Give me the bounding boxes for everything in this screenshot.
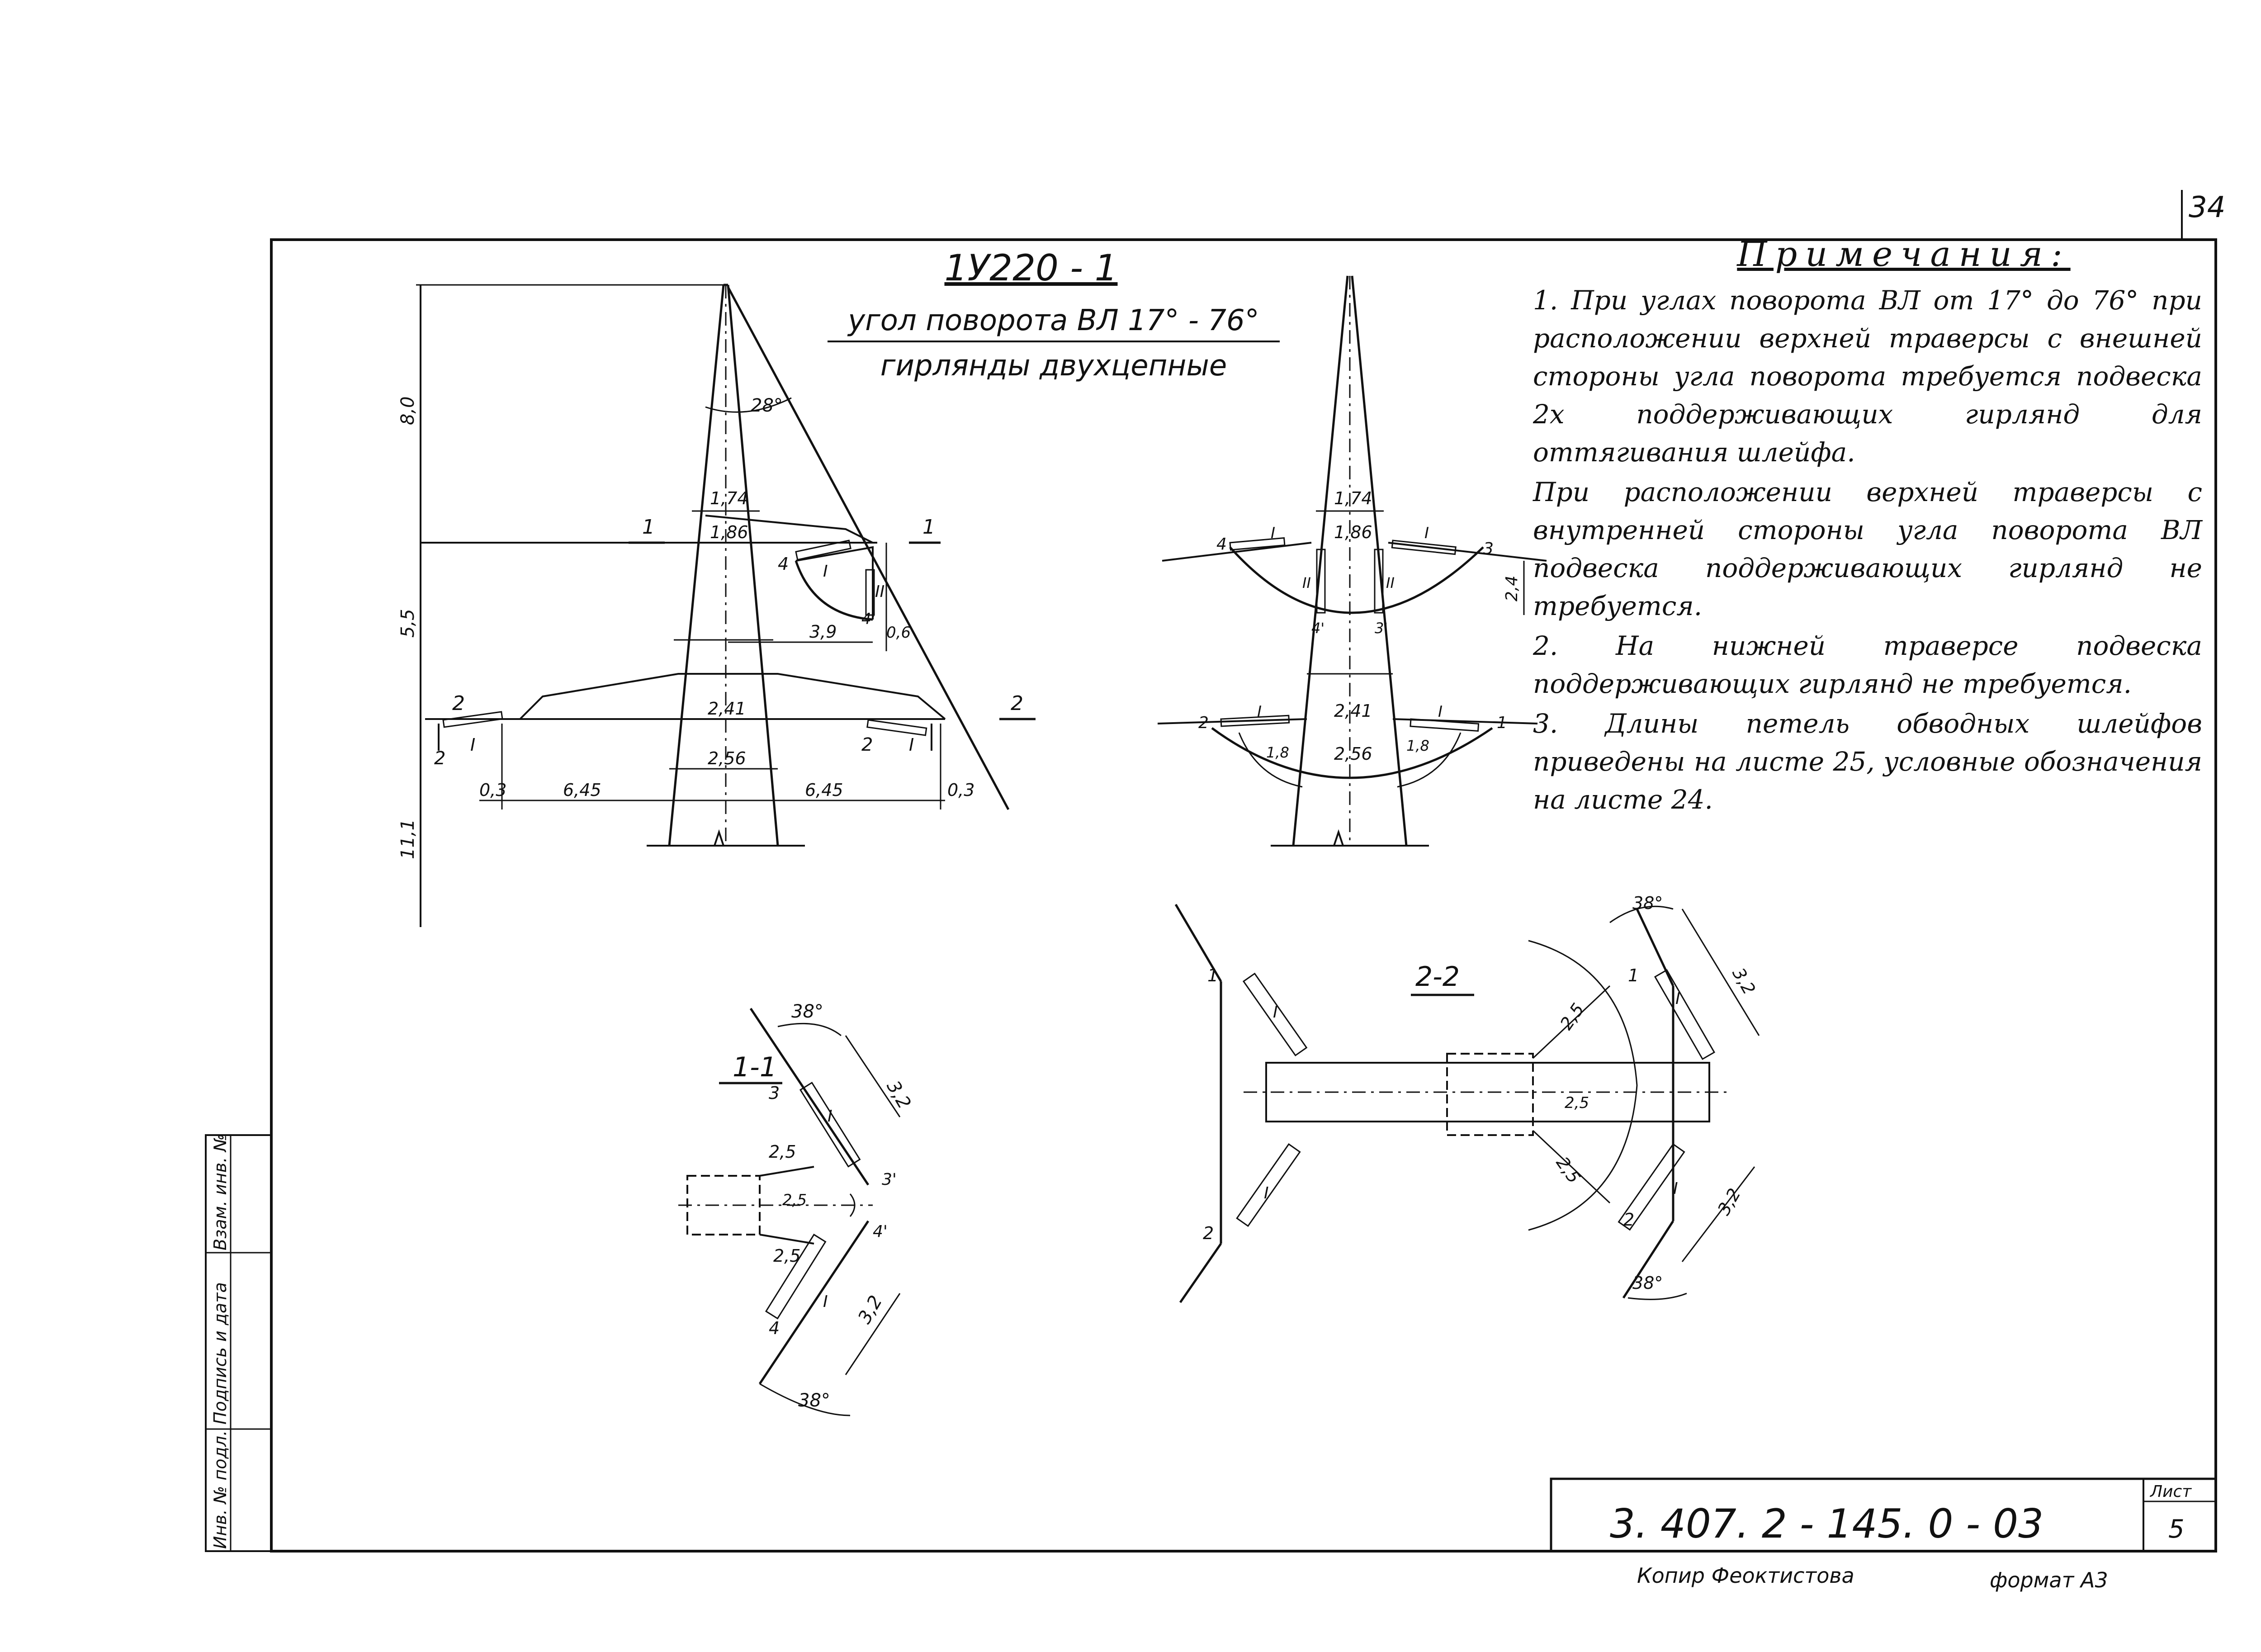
front-base-width: 2,56 <box>1334 744 1372 764</box>
s11-dim-2-5a: 2,5 <box>769 1142 796 1162</box>
s11-dim-3-2b: 3,2 <box>854 1292 887 1327</box>
side-label-2b: 2 <box>861 734 873 755</box>
s22-dim-3-2a: 3,2 <box>1728 964 1760 998</box>
s22-label-1a: 1 <box>1207 966 1219 985</box>
s11-dim-2-5c: 2,5 <box>773 1246 801 1266</box>
s11-angle-bottom: 38° <box>798 1390 830 1411</box>
side-dim-0-6: 0,6 <box>886 624 911 642</box>
footer-copied-by: Копир Феоктистова <box>1637 1563 1854 1588</box>
s11-label-3p: 3' <box>882 1170 897 1189</box>
section-mark-2a: 2 <box>452 692 465 715</box>
s22-angle-top: 38° <box>1632 893 1663 913</box>
front-label-Ib: I <box>1424 524 1429 542</box>
s11-label-3: 3 <box>769 1083 780 1103</box>
front-label-Ic: I <box>1257 703 1262 721</box>
s22-label-2a: 2 <box>1203 1223 1214 1243</box>
side-dim-11-1: 11,1 <box>397 819 418 859</box>
stamp-podpis-data: Подпись и дата <box>210 1282 230 1425</box>
note-item-2: 2. На нижней траверсе подвеска поддерживающих гирлянд не требуется. <box>1533 630 2202 699</box>
note-item-3: 3. Длины петель обводных шлейфов приведены на листе 25, условные обозначения на листе 24. <box>1533 708 2202 815</box>
s22-label-1b: 1 <box>1628 966 1639 985</box>
side-angle-label: 28° <box>751 395 783 416</box>
front-label-Ia: I <box>1271 524 1276 542</box>
drawing-subtitle: угол поворота ВЛ 17° - 76° <box>848 304 1259 337</box>
s22-angle-bottom: 38° <box>1632 1273 1663 1293</box>
section-mark-1a: 1 <box>642 516 655 539</box>
s22-dim-3-2b: 3,2 <box>1713 1185 1745 1219</box>
sheet-number: 5 <box>2168 1515 2185 1544</box>
title-block <box>1551 1479 2216 1551</box>
side-stamp <box>206 1134 271 1551</box>
side-dim-5-5: 5,5 <box>397 609 418 638</box>
side-dim-8-0: 8,0 <box>397 396 418 425</box>
notes-heading: Примечания: <box>1737 234 2071 274</box>
s22-dim-2-5c: 2,5 <box>1552 1153 1585 1187</box>
s22-label-2b: 2 <box>1623 1210 1635 1230</box>
side-base-width: 2,56 <box>708 748 746 768</box>
s22-label-Ib: I <box>1264 1184 1269 1202</box>
side-dim-0-3b: 0,3 <box>947 780 975 800</box>
s11-label-4: 4 <box>769 1318 780 1338</box>
front-mid-width: 1,86 <box>1334 522 1372 542</box>
drawing-subtitle-2: гирлянды двухцепные <box>880 349 1227 383</box>
front-label-2: 2 <box>1198 714 1209 732</box>
s11-label-Ia: I <box>828 1107 833 1126</box>
side-dim-6-45b: 6,45 <box>805 780 843 800</box>
front-label-3p: 3' <box>1375 620 1388 637</box>
front-dim-1-8a: 1,8 <box>1266 744 1289 761</box>
s22-label-Id: I <box>1673 1179 1678 1198</box>
front-label-3: 3 <box>1483 540 1494 558</box>
note-item-1b: При расположении верхней траверсы с внутренней стороны угла поворота ВЛ подвеска поддерживающих гирлянд не требуется. <box>1533 477 2202 621</box>
side-top-width: 1,74 <box>710 488 748 508</box>
front-low-width: 2,41 <box>1334 701 1372 721</box>
front-label-1: 1 <box>1497 714 1507 732</box>
s22-dim-2-5a: 2,5 <box>1556 999 1589 1034</box>
side-label-II: II <box>875 582 885 601</box>
section-1-1-title: 1-1 <box>733 1051 777 1083</box>
sheet-corner-number: 34 <box>2189 191 2226 224</box>
front-label-4: 4 <box>1216 535 1227 554</box>
front-dim-2-4: 2,4 <box>1503 575 1521 601</box>
s11-label-Ib: I <box>823 1292 828 1311</box>
s22-dim-2-5b: 2,5 <box>1565 1094 1589 1112</box>
front-label-4p: 4' <box>1311 620 1325 637</box>
side-dim-3-9: 3,9 <box>809 622 837 642</box>
front-top-width: 1,74 <box>1334 488 1372 508</box>
stamp-inv-podl: Инв. № подл. <box>210 1430 230 1549</box>
note-item-1: 1. При углах поворота ВЛ от 17° до 76° при расположении верхней траверсы с внешней стороны угла поворота требуется подвеска 2х поддерживающих гирлянд для оттягивания шлейфа. <box>1533 285 2202 468</box>
s11-angle-top: 38° <box>791 1001 823 1022</box>
section-mark-1b: 1 <box>922 516 935 539</box>
side-label-Ib: I <box>909 735 914 755</box>
s11-label-4p: 4' <box>873 1222 888 1241</box>
sheet-label: Лист <box>2150 1482 2192 1501</box>
side-label-4: 4 <box>778 554 789 574</box>
side-label-I: I <box>823 562 828 581</box>
s11-dim-2-5b: 2,5 <box>782 1191 807 1209</box>
stamp-vzam-inv: Взам. инв. № <box>210 1133 230 1250</box>
section-2-2 <box>1176 893 1760 1302</box>
side-low-width: 2,41 <box>708 699 746 719</box>
side-mid-width: 1,86 <box>710 522 748 542</box>
front-label-Id: I <box>1438 703 1443 721</box>
s22-label-Ia: I <box>1273 1003 1278 1022</box>
s22-label-Ic: I <box>1675 989 1680 1008</box>
section-1-1 <box>678 1001 915 1415</box>
notes-block <box>1533 235 2202 820</box>
drawing-code: 1У220 - 1 <box>944 247 1118 289</box>
front-dim-1-8b: 1,8 <box>1406 737 1429 754</box>
side-label-4p: 4' <box>861 610 875 628</box>
side-dim-6-45a: 6,45 <box>563 780 601 800</box>
front-label-IIa: II <box>1302 574 1311 592</box>
footer-format: формат А3 <box>1990 1568 2108 1592</box>
side-label-Ia: I <box>470 735 476 755</box>
side-dim-0-3a: 0,3 <box>479 780 507 800</box>
section-mark-2b: 2 <box>1011 692 1023 715</box>
side-label-2a: 2 <box>434 748 446 769</box>
front-label-IIb: II <box>1386 574 1395 592</box>
s11-dim-3-2a: 3,2 <box>882 1077 915 1113</box>
section-2-2-title: 2-2 <box>1415 961 1460 993</box>
doc-number: 3. 407. 2 - 145. 0 - 03 <box>1610 1501 2044 1547</box>
